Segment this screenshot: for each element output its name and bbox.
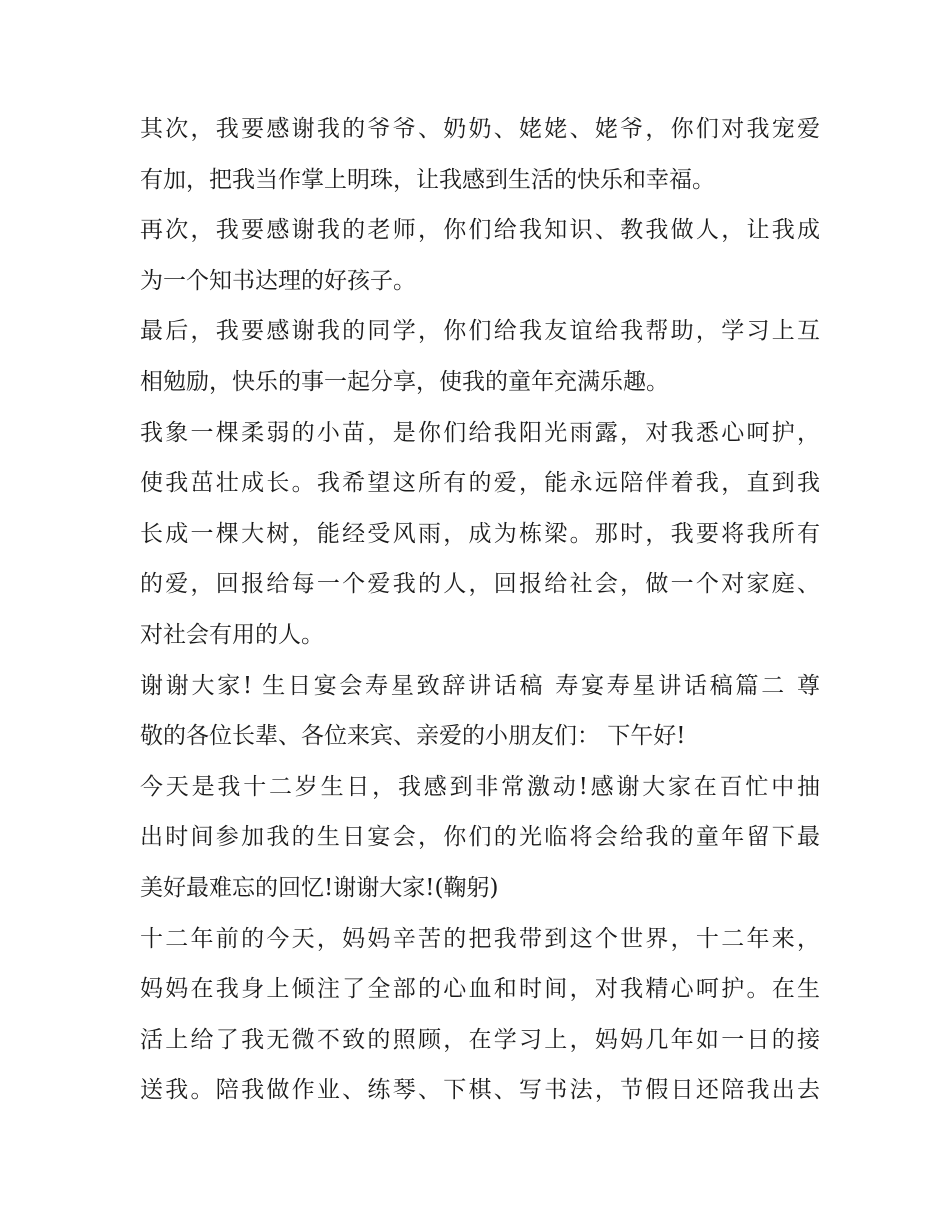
- paragraph-thanks-grandparents: [140, 104, 820, 205]
- text-line: 送我。陪我做作业、练琴、下棋、写书法，节假日还陪我出去: [140, 1077, 820, 1104]
- text-line: 最后，我要感谢我的同学，你们给我友谊给我帮助，学习上互: [140, 318, 820, 345]
- text-line: 长成一棵大树，能经受风雨，成为栋梁。那时，我要将我所有: [140, 520, 820, 547]
- paragraph-speech-two-heading: [140, 661, 820, 762]
- text-line: 其次，我要感谢我的爷爷、奶奶、姥姥、姥爷，你们对我宠爱: [140, 116, 820, 142]
- text-line: 活上给了我无微不致的照顾，在学习上，妈妈几年如一日的接: [140, 1026, 820, 1053]
- text-line: 使我茁壮成长。我希望这所有的爱，能永远陪伴着我，直到我: [140, 470, 820, 497]
- text-line: 相勉励，快乐的事一起分享，使我的童年充满乐趣。: [140, 368, 669, 395]
- paragraph-thanks-classmates: [140, 306, 820, 407]
- paragraph-thanks-teachers: [140, 205, 820, 306]
- text-line: 为一个知书达理的好孩子。: [140, 267, 416, 294]
- paragraph-mother: [140, 914, 820, 1116]
- paragraph-twelfth-birthday: [140, 762, 820, 914]
- text-line: 敬的各位长辈、各位来宾、亲爱的小朋友们： 下午好!: [140, 723, 686, 750]
- text-line: 十二年前的今天，妈妈辛苦的把我带到这个世界，十二年来，: [140, 925, 820, 952]
- text-line: 我象一棵柔弱的小苗，是你们给我阳光雨露，对我悉心呵护，: [140, 419, 820, 446]
- text-line: 今天是我十二岁生日，我感到非常激动!感谢大家在百忙中抽: [140, 773, 820, 800]
- text-line: 的爱，回报给每一个爱我的人，回报给社会，做一个对家庭、: [140, 571, 820, 598]
- text-line: 美好最难忘的回忆!谢谢大家!(鞠躬): [140, 874, 499, 901]
- document-body: [140, 104, 820, 1116]
- text-line: 再次，我要感谢我的老师，你们给我知识、教我做人，让我成: [140, 217, 820, 244]
- paragraph-seedling: [140, 408, 820, 661]
- text-line: 出时间参加我的生日宴会，你们的光临将会给我的童年留下最: [140, 824, 820, 851]
- text-line: 有加，把我当作掌上明珠，让我感到生活的快乐和幸福。: [140, 166, 715, 193]
- text-line: 对社会有用的人。: [140, 621, 324, 648]
- text-line: 谢谢大家! 生日宴会寿星致辞讲话稿 寿宴寿星讲话稿篇二 尊: [140, 672, 820, 699]
- text-line: 妈妈在我身上倾注了全部的心血和时间，对我精心呵护。在生: [140, 976, 820, 1003]
